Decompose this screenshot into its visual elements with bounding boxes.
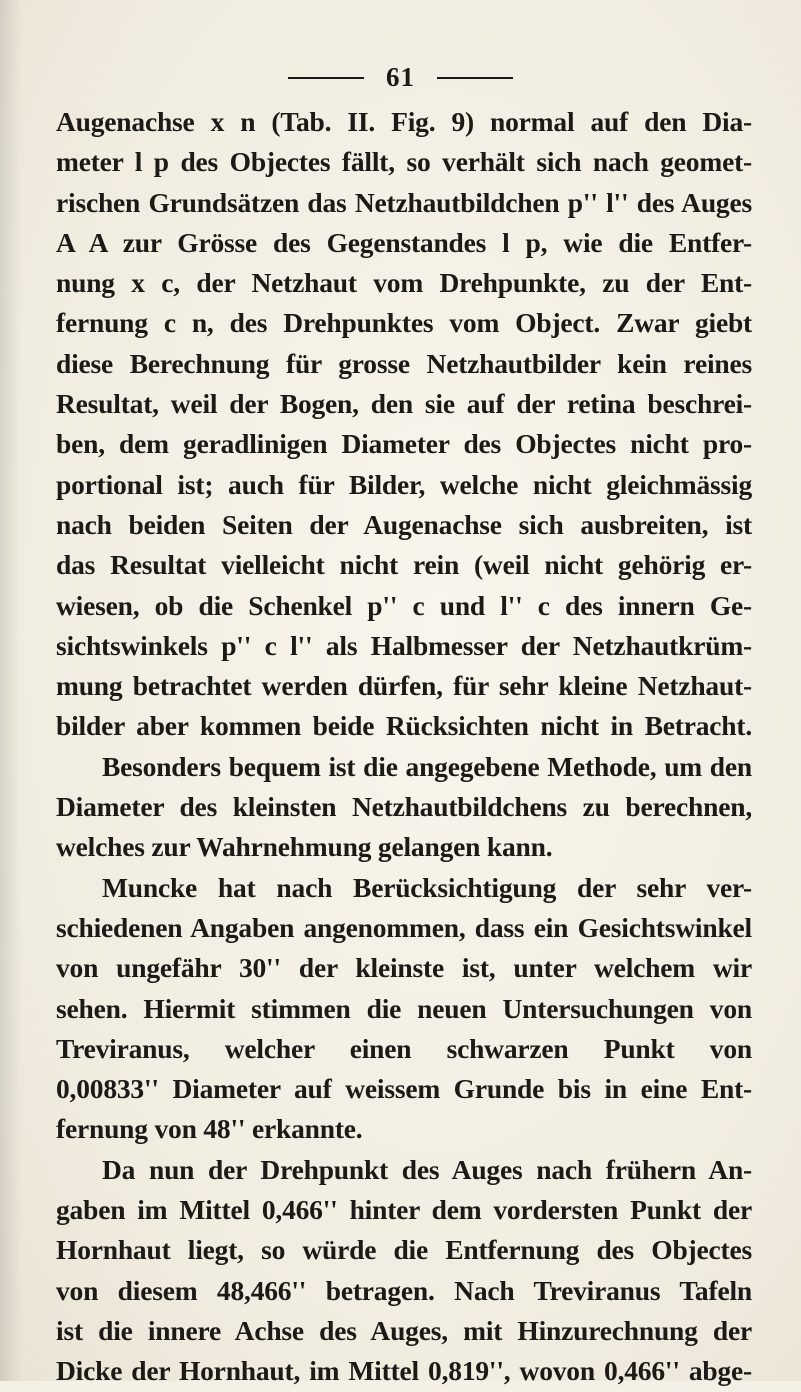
text-line: welches zur Wahrnehmung gelangen kann. <box>56 831 553 863</box>
body-text <box>56 102 752 1392</box>
text-line: ben, dem geradlinigen Diameter des Objectes nicht pro- <box>56 428 752 460</box>
text-line: Dicke der Hornhaut, im Mittel 0,819'', wovon 0,466'' abge- <box>56 1355 752 1387</box>
binding-shadow <box>0 0 22 1381</box>
text-line: Besonders bequem ist die angegebene Methode, um den <box>102 750 752 782</box>
text-line: A A zur Grösse des Gegenstandes l p, wie die Entfer- <box>56 226 752 258</box>
text-line: bilder aber kommen beide Rücksichten nicht in Betracht. <box>56 710 752 742</box>
text-line: von diesem 48,466'' betragen. Nach Treviranus Tafeln <box>56 1274 752 1306</box>
text-line: gaben im Mittel 0,466'' hinter dem vordersten Punkt der <box>56 1194 752 1226</box>
text-line: ist die innere Achse des Auges, mit Hinzurechnung der <box>56 1314 752 1346</box>
text-line: fernung von 48'' erkannte. <box>56 1113 363 1145</box>
text-line: sichtswinkels p'' c l'' als Halbmesser der Netzhautkrüm- <box>56 629 752 661</box>
text-line: 0,00833'' Diameter auf weissem Grunde bis in eine Ent- <box>56 1073 752 1105</box>
text-line: portional ist; auch für Bilder, welche nicht gleichmässig <box>56 468 752 500</box>
text-line: fernung c n, des Drehpunktes vom Object. Zwar giebt <box>56 307 752 339</box>
text-line: das Resultat vielleicht nicht rein (weil nicht gehörig er- <box>56 549 752 581</box>
header-rule-right <box>437 77 513 79</box>
text-line: sehen. Hiermit stimmen die neuen Untersuchungen von <box>56 992 752 1024</box>
text-line: schiedenen Angaben angenommen, dass ein Gesichtswinkel <box>56 911 752 943</box>
text-line: diese Berechnung für grosse Netzhautbilder kein reines <box>56 347 752 379</box>
text-line: Resultat, weil der Bogen, den sie auf der retina beschrei- <box>56 388 752 420</box>
page-header <box>0 60 801 93</box>
text-line: nung x c, der Netzhaut vom Drehpunkte, zu der Ent- <box>56 267 752 299</box>
text-line: Augenachse x n (Tab. II. Fig. 9) normal auf den Dia- <box>56 106 752 137</box>
text-line: nach beiden Seiten der Augenachse sich ausbreiten, ist <box>56 508 752 540</box>
page-number: 61 <box>386 62 415 93</box>
text-line: wiesen, ob die Schenkel p'' c und l'' c des innern Ge- <box>56 589 752 621</box>
text-line: meter l p des Objectes fällt, so verhält sich nach geomet- <box>56 146 752 178</box>
text-line: Diameter des kleinsten Netzhautbildchens zu berechnen, <box>56 791 752 823</box>
text-line: rischen Grundsätzen das Netzhautbildchen p'' l'' des Auges <box>56 186 752 218</box>
header-rule-left <box>288 77 364 79</box>
text-line: Hornhaut liegt, so würde die Entfernung des Objectes <box>56 1234 752 1266</box>
text-line: Da nun der Drehpunkt des Auges nach frühern An- <box>102 1153 752 1185</box>
text-line: Muncke hat nach Berücksichtigung der sehr ver- <box>102 871 752 903</box>
text-line: Treviranus, welcher einen schwarzen Punkt von <box>56 1032 752 1064</box>
text-line: von ungefähr 30'' der kleinste ist, unter welchem wir <box>56 952 752 984</box>
text-line: mung betrachtet werden dürfen, für sehr kleine Netzhaut- <box>56 670 752 702</box>
